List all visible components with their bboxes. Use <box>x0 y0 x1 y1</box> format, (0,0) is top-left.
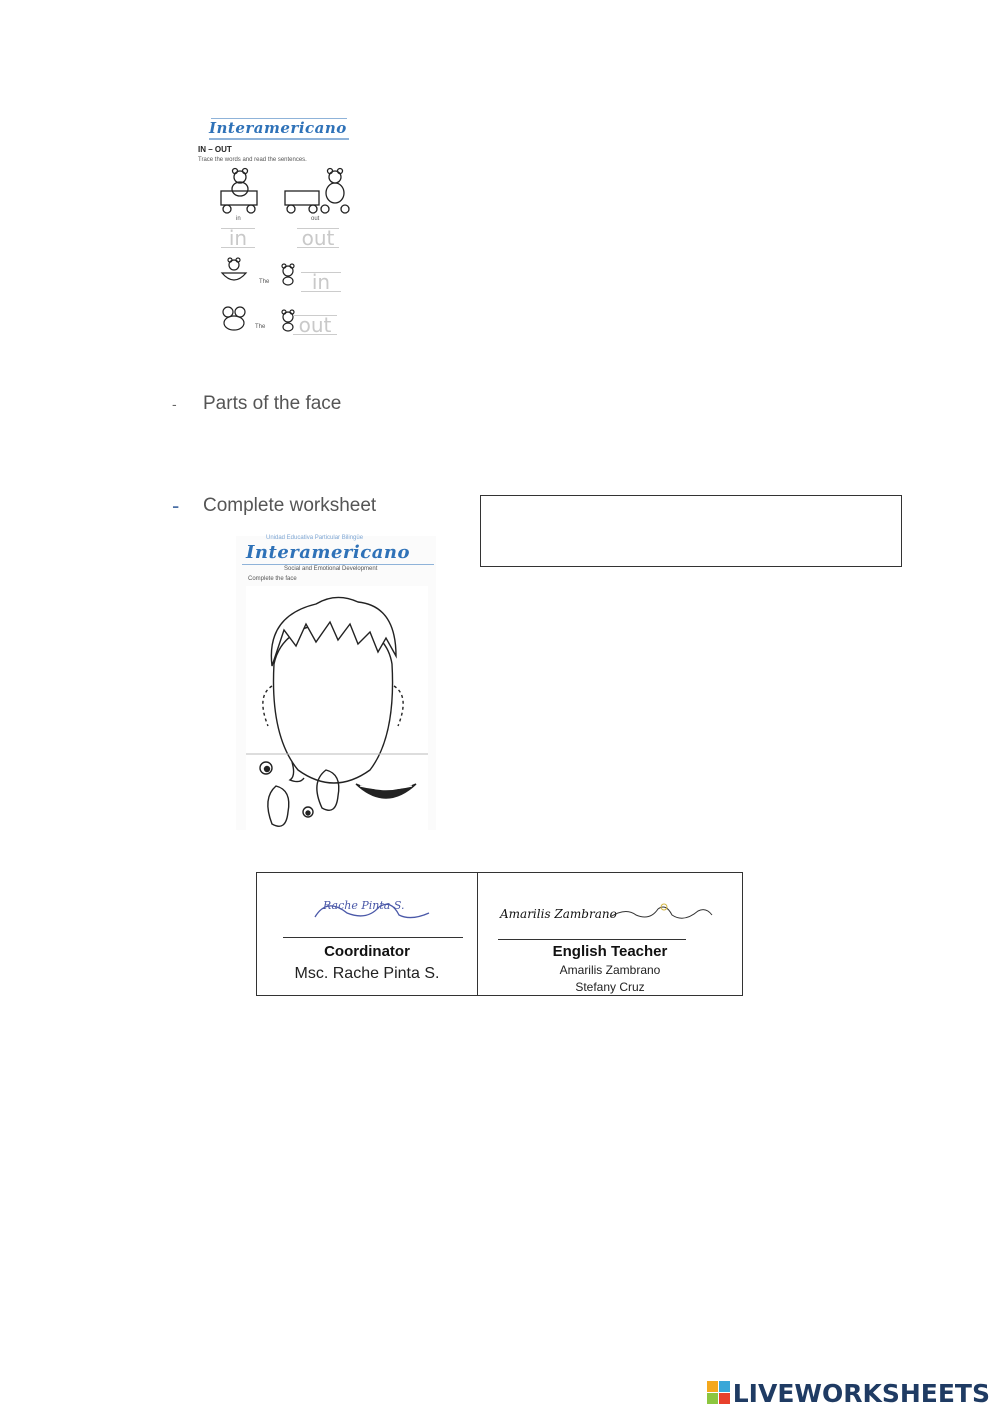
bullet-dash-1: - <box>172 396 177 412</box>
label-in: in <box>236 216 241 222</box>
face-worksheet-image <box>236 536 436 830</box>
worksheet-logo: Interamericano <box>209 119 347 137</box>
logo-underline <box>209 138 349 140</box>
teacher-signature: Amarilis Zambrano <box>500 907 617 921</box>
liveworksheets-brand-text: LIVEWORKSHEETS <box>732 1378 990 1408</box>
face-worksheet-header: Unidad Educativa Particular Bilingüe <box>266 535 364 541</box>
teacher-role: English Teacher <box>552 943 668 960</box>
sentence1-answer: in <box>301 272 341 292</box>
signature-table <box>256 872 743 996</box>
label-out: out <box>311 216 320 222</box>
worksheet-instruction: Trace the words and read the sentences. <box>198 157 307 163</box>
liveworksheets-logo-icon <box>707 1381 731 1405</box>
bullet-complete-worksheet: Complete worksheet <box>203 495 377 516</box>
bullet-parts-of-face: Parts of the face <box>203 393 342 414</box>
answer-input-box[interactable] <box>480 495 902 567</box>
teacher-cell <box>478 873 742 995</box>
bullet-dash-2: - <box>172 493 180 518</box>
coordinator-name: Msc. Rache Pinta S. <box>294 965 440 982</box>
face-worksheet-instruction: Complete the face <box>248 576 297 582</box>
sentence2-answer: out <box>293 315 337 335</box>
coordinator-signature: Rache Pinta S. <box>323 899 405 912</box>
trace-out: out <box>297 228 339 248</box>
teacher-name-1: Amarilis Zambrano <box>559 963 661 977</box>
face-logo-underline <box>242 564 434 565</box>
teacher-signature-line <box>498 939 686 940</box>
in-out-illustrations <box>215 167 365 219</box>
face-worksheet-logo: Interamericano <box>246 542 410 563</box>
coordinator-cell <box>257 873 477 995</box>
worksheet-title: IN – OUT <box>198 145 232 154</box>
teacher-name-2: Stefany Cruz <box>575 980 645 994</box>
sentence1-word: The <box>259 279 270 285</box>
trace-in: in <box>221 228 255 248</box>
face-worksheet-subtitle: Social and Emotional Development <box>284 566 378 572</box>
liveworksheets-brand[interactable] <box>707 1378 990 1408</box>
sentence2-word: The <box>255 324 266 330</box>
in-out-worksheet-image <box>193 112 363 347</box>
coordinator-signature-line <box>283 937 463 938</box>
teacher-second-signature-image <box>606 899 716 929</box>
face-drawing <box>246 586 428 830</box>
coordinator-role: Coordinator <box>324 943 410 960</box>
